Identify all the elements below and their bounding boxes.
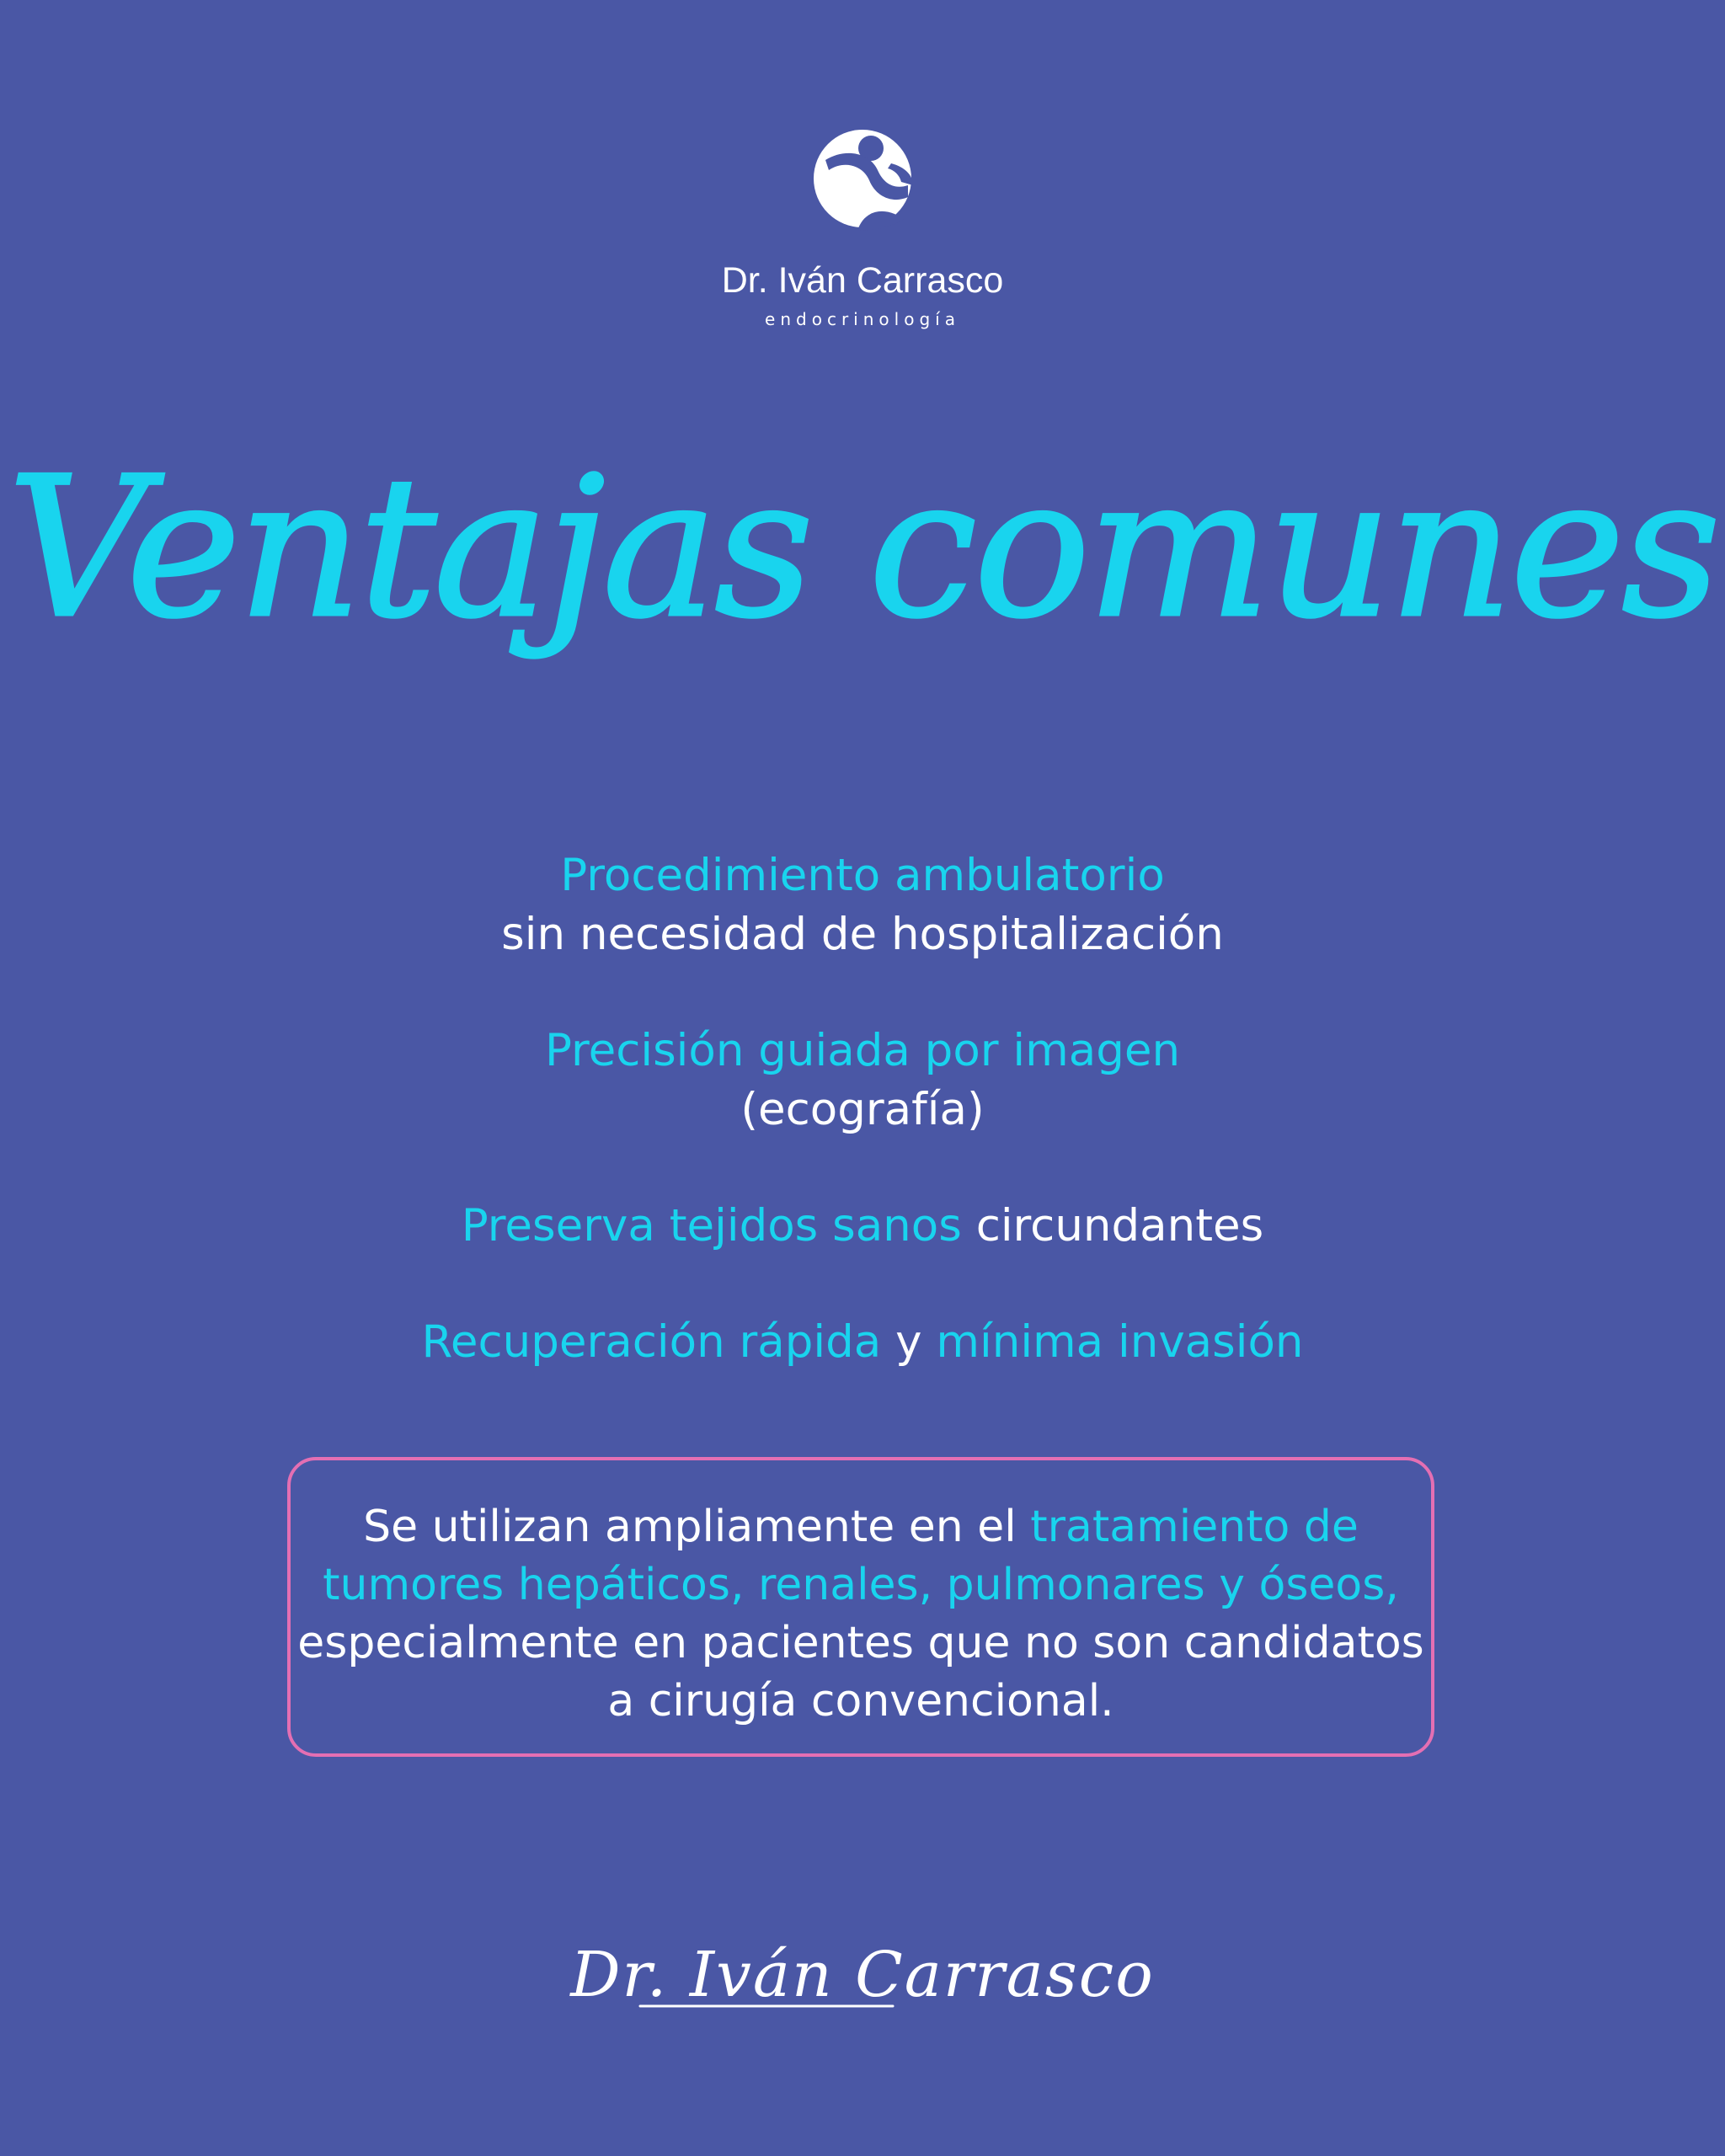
feature-accent: Recuperación rápida bbox=[421, 1316, 882, 1368]
feature-rest: (ecografía) bbox=[740, 1084, 985, 1135]
signature-text: Dr. Iván Carrasco bbox=[570, 1939, 1155, 2011]
features-list bbox=[0, 846, 1725, 1429]
feature-item bbox=[0, 846, 1725, 964]
headline-text: Ventajas comunes bbox=[7, 436, 1718, 661]
feature-item bbox=[0, 1022, 1725, 1139]
stylized-figure-logo-icon bbox=[810, 126, 915, 231]
signature bbox=[0, 1929, 1725, 2030]
feature-item bbox=[0, 1313, 1725, 1372]
feature-rest: circundantes bbox=[975, 1200, 1264, 1251]
feature-connector: y bbox=[895, 1316, 922, 1368]
feature-item bbox=[0, 1197, 1725, 1256]
feature-accent: Procedimiento ambulatorio bbox=[560, 850, 1165, 901]
note-intro: Se utilizan ampliamente en el bbox=[363, 1502, 1017, 1552]
brand-specialty: endocrinología bbox=[765, 309, 960, 329]
brand-header bbox=[0, 126, 1725, 328]
headline bbox=[0, 362, 1725, 750]
feature-rest: sin necesidad de hospitalización bbox=[501, 909, 1224, 960]
feature-accent-secondary: mínima invasión bbox=[936, 1316, 1304, 1368]
brand-name: Dr. Iván Carrasco bbox=[721, 260, 1004, 301]
note-outro: especialmente en pacientes que no son candidatos a cirugía convencional. bbox=[297, 1618, 1424, 1726]
note-accent: tratamiento de tumores hepáticos, renales, pulmonares y óseos, bbox=[323, 1502, 1399, 1610]
note-box bbox=[287, 1457, 1434, 1757]
feature-accent: Preserva tejidos sanos bbox=[461, 1200, 962, 1251]
feature-accent: Precisión guiada por imagen bbox=[544, 1025, 1181, 1076]
